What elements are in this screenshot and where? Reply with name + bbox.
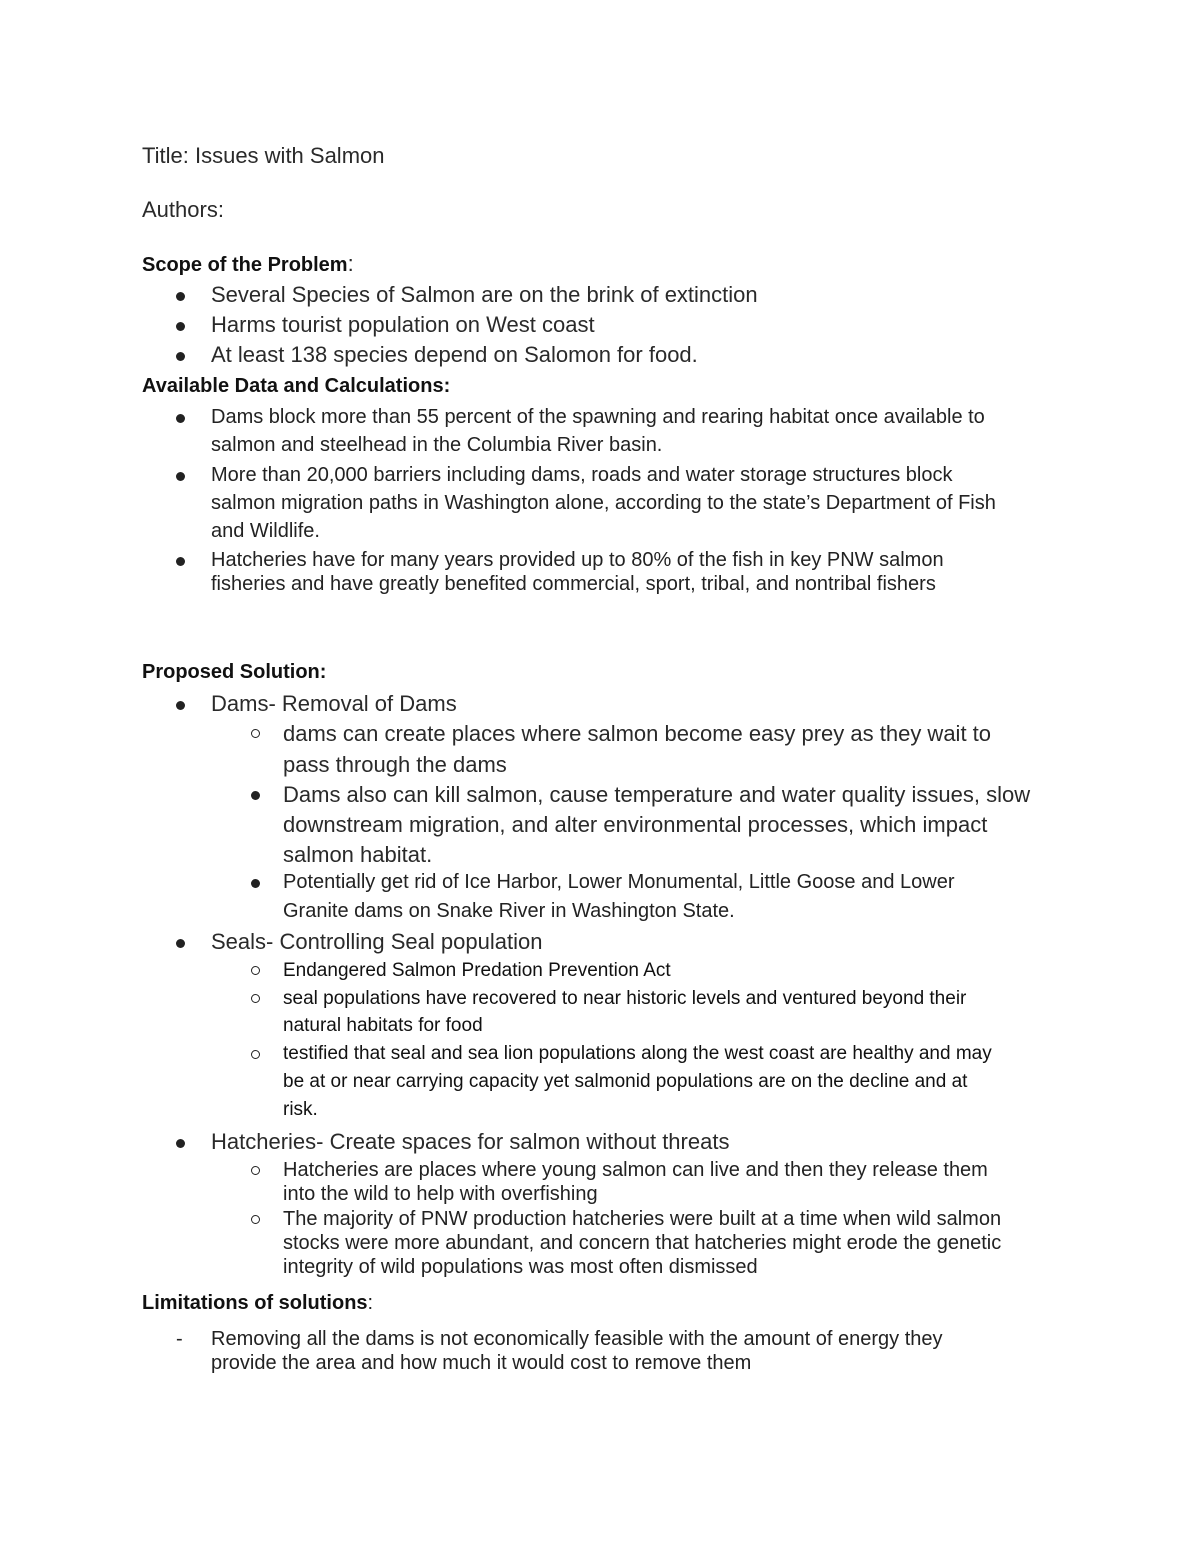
sub-item-line: The majority of PNW production hatcheries were built at a time when wild salmon bbox=[283, 1208, 1002, 1230]
limitations-heading-colon: : bbox=[367, 1292, 374, 1314]
sub-item-line: stocks were more abundant, and concern that hatcheries might erode the genetic bbox=[283, 1232, 1002, 1254]
sub-item-line: Granite dams on Snake River in Washington State. bbox=[283, 900, 735, 922]
sub-item-line: integrity of wild populations was most often dismissed bbox=[283, 1256, 758, 1278]
hollow-bullet-icon bbox=[251, 1166, 260, 1175]
bullet-icon bbox=[176, 557, 185, 566]
list-item: At least 138 species depend on Salomon for food. bbox=[211, 342, 698, 367]
sub-item-line: seal populations have recovered to near historic levels and ventured beyond their bbox=[283, 988, 967, 1009]
sub-item-line: be at or near carrying capacity yet salmonid populations are on the decline and at bbox=[283, 1071, 968, 1092]
solution-seals-label: Seals- Controlling Seal population bbox=[211, 929, 543, 954]
list-item-line: salmon migration paths in Washington alone, according to the state’s Department of Fish bbox=[211, 492, 996, 514]
authors-line: Authors: bbox=[142, 197, 224, 222]
bullet-icon bbox=[176, 1139, 185, 1148]
list-item-line: provide the area and how much it would cost to remove them bbox=[211, 1352, 752, 1374]
bullet-icon bbox=[176, 414, 185, 423]
hollow-bullet-icon bbox=[251, 994, 260, 1003]
sub-item-line: natural habitats for food bbox=[283, 1015, 483, 1036]
data-heading: Available Data and Calculations: bbox=[142, 375, 451, 397]
bullet-icon bbox=[251, 791, 260, 800]
sub-item-line: salmon habitat. bbox=[283, 842, 433, 867]
bullet-icon bbox=[176, 939, 185, 948]
hollow-bullet-icon bbox=[251, 1215, 260, 1224]
hollow-bullet-icon bbox=[251, 729, 260, 738]
document-title: Title: Issues with Salmon bbox=[142, 143, 385, 168]
sub-item-line: Hatcheries are places where young salmon can live and then they release them bbox=[283, 1159, 988, 1181]
list-item-line: salmon and steelhead in the Columbia River basin. bbox=[211, 434, 663, 456]
sub-item-line: into the wild to help with overfishing bbox=[283, 1183, 598, 1205]
proposed-heading: Proposed Solution: bbox=[142, 661, 327, 683]
limitations-heading: Limitations of solutions bbox=[142, 1292, 368, 1314]
sub-item-line: Endangered Salmon Predation Prevention Act bbox=[283, 960, 671, 981]
list-item-line: fisheries and have greatly benefited commercial, sport, tribal, and nontribal fishers bbox=[211, 573, 936, 595]
bullet-icon bbox=[251, 879, 260, 888]
sub-item-line: Potentially get rid of Ice Harbor, Lower Monumental, Little Goose and Lower bbox=[283, 871, 955, 893]
scope-heading-colon: : bbox=[347, 251, 354, 276]
scope-heading: Scope of the Problem bbox=[142, 254, 348, 276]
list-item-line: and Wildlife. bbox=[211, 520, 320, 542]
list-item: Harms tourist population on West coast bbox=[211, 312, 595, 337]
sub-item-line: dams can create places where salmon become easy prey as they wait to bbox=[283, 721, 992, 746]
scope-heading-line bbox=[142, 251, 354, 277]
solution-dams-label: Dams- Removal of Dams bbox=[211, 691, 457, 716]
bullet-icon bbox=[176, 352, 185, 361]
sub-item-line: pass through the dams bbox=[283, 752, 507, 777]
sub-item-line: testified that seal and sea lion populations along the west coast are healthy and may bbox=[283, 1043, 992, 1064]
list-item-line: Removing all the dams is not economically feasible with the amount of energy they bbox=[211, 1328, 943, 1350]
bullet-icon bbox=[176, 322, 185, 331]
list-item-line: More than 20,000 barriers including dams, roads and water storage structures block bbox=[211, 464, 953, 486]
bullet-icon bbox=[176, 701, 185, 710]
dash-bullet: - bbox=[176, 1328, 183, 1350]
sub-item-line: risk. bbox=[283, 1099, 318, 1120]
solution-hatcheries-label: Hatcheries- Create spaces for salmon without threats bbox=[211, 1129, 730, 1154]
list-item-line: Dams block more than 55 percent of the spawning and rearing habitat once available to bbox=[211, 406, 985, 428]
hollow-bullet-icon bbox=[251, 1050, 260, 1059]
sub-item-line: downstream migration, and alter environmental processes, which impact bbox=[283, 812, 988, 837]
list-item: Several Species of Salmon are on the brink of extinction bbox=[211, 282, 758, 307]
bullet-icon bbox=[176, 472, 185, 481]
list-item-line: Hatcheries have for many years provided up to 80% of the fish in key PNW salmon bbox=[211, 549, 944, 571]
bullet-icon bbox=[176, 292, 185, 301]
hollow-bullet-icon bbox=[251, 966, 260, 975]
limitations-heading-line bbox=[142, 1292, 373, 1315]
sub-item-line: Dams also can kill salmon, cause temperature and water quality issues, slow bbox=[283, 782, 1031, 807]
